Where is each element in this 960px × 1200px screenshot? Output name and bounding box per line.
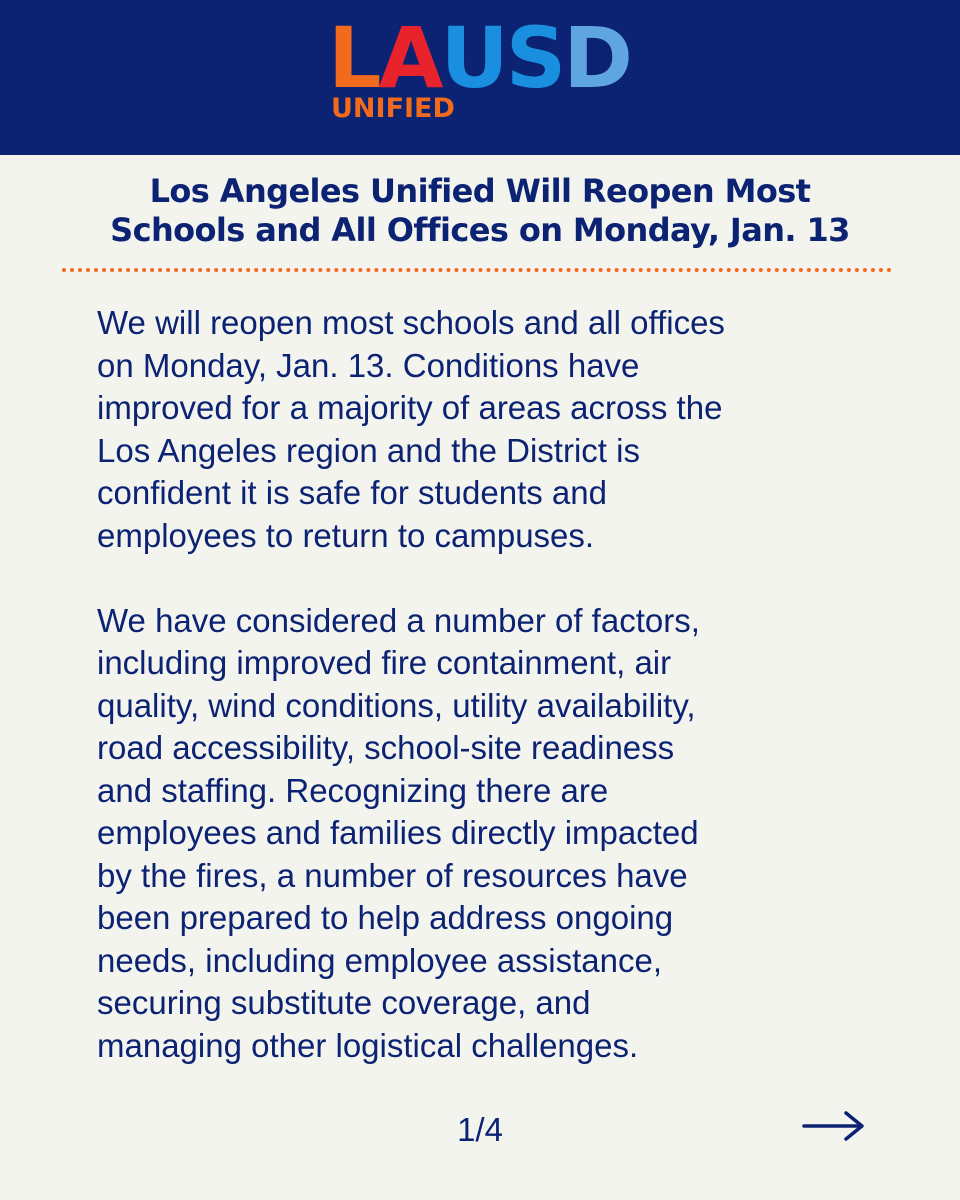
body-line: confident it is safe for students and	[97, 474, 607, 511]
logo-letter: S	[505, 9, 564, 107]
body-line: employees and families directly impacted	[97, 814, 699, 851]
lausd-logo	[328, 9, 638, 124]
body-line: quality, wind conditions, utility availability,	[97, 686, 696, 724]
body-line: by the fires, a number of resources have	[97, 856, 688, 894]
header-banner	[0, 0, 960, 155]
logo-letter: A	[378, 9, 441, 107]
body-line: and staffing. Recognizing there are	[97, 771, 609, 809]
body-line: managing other logistical challenges.	[97, 1026, 639, 1064]
body-line: including improved fire containment, air	[97, 644, 672, 681]
body-line: securing substitute coverage, and	[97, 984, 591, 1021]
body-line: been prepared to help address ongoing	[97, 899, 674, 936]
logo-wordmark	[328, 9, 630, 107]
body-line: improved for a majority of areas across the	[97, 389, 723, 426]
announcement-body	[97, 302, 877, 1067]
paragraph-gap	[97, 557, 877, 600]
logo-letter: L	[328, 9, 379, 107]
page-indicator: 1/4	[457, 1111, 503, 1148]
arrow-right-icon	[800, 1108, 868, 1144]
body-line: employees to return to campuses.	[97, 516, 595, 554]
headline-line: Schools and All Offices on Monday, Jan. 13	[110, 211, 850, 249]
paragraph-1	[97, 302, 877, 557]
next-button[interactable]	[800, 1108, 868, 1144]
body-line: road accessibility, school-site readiness	[97, 729, 675, 766]
body-line: Los Angeles region and the District is	[97, 431, 640, 469]
headline	[20, 172, 940, 250]
dotted-divider	[62, 268, 892, 272]
logo-letter: D	[563, 9, 630, 107]
body-line: on Monday, Jan. 13. Conditions have	[97, 346, 640, 384]
headline-line: Los Angeles Unified Will Reopen Most	[149, 172, 811, 210]
logo-letter: U	[440, 9, 506, 107]
body-line: needs, including employee assistance,	[97, 941, 663, 979]
logo-subtitle: UNIFIED	[331, 93, 455, 124]
body-line: We will reopen most schools and all offices	[97, 304, 725, 341]
paragraph-2	[97, 600, 877, 1068]
body-line: We have considered a number of factors,	[97, 601, 700, 639]
